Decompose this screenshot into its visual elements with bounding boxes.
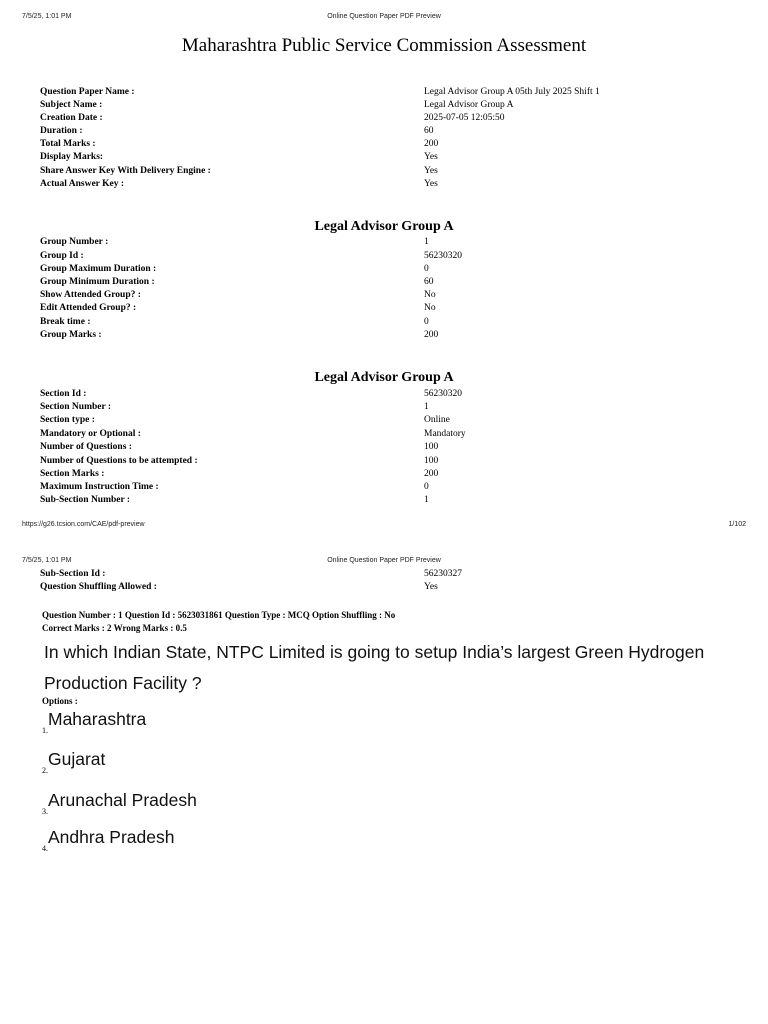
- info-value: 56230320: [424, 389, 462, 399]
- info-value: 0: [424, 264, 429, 274]
- info-row: [0, 166, 768, 179]
- info-row: [0, 317, 768, 330]
- info-row: [0, 429, 768, 442]
- info-value: 1: [424, 237, 429, 247]
- info-row: [0, 330, 768, 343]
- info-row: [0, 482, 768, 495]
- option-text: Maharashtra: [48, 709, 147, 729]
- info-value: Yes: [424, 582, 438, 592]
- info-row: [0, 277, 768, 290]
- info-value: Yes: [424, 152, 438, 162]
- info-value: No: [424, 290, 436, 300]
- info-label: Question Shuffling Allowed :: [40, 582, 157, 592]
- info-label: Show Attended Group? :: [40, 290, 141, 300]
- info-label: Section Number :: [40, 402, 112, 412]
- info-label: Number of Questions :: [40, 442, 132, 452]
- info-row: [0, 152, 768, 165]
- info-row: [0, 389, 768, 402]
- info-label: Display Marks:: [40, 152, 104, 162]
- option-number: 3.: [42, 807, 48, 816]
- info-value: 100: [424, 442, 439, 452]
- info-row: [0, 179, 768, 192]
- info-row: [0, 415, 768, 428]
- info-value: Mandatory: [424, 429, 466, 439]
- info-label: Section Marks :: [40, 469, 105, 479]
- info-label: Sub-Section Number :: [40, 495, 131, 505]
- info-row: [0, 402, 768, 415]
- info-label: Actual Answer Key :: [40, 179, 124, 189]
- info-value: Legal Advisor Group A 05th July 2025 Shift 1: [424, 87, 600, 97]
- info-row: [0, 303, 768, 316]
- option-text: Andhra Pradesh: [48, 827, 175, 847]
- question-text-line2: Production Facility ?: [44, 673, 202, 693]
- option-number: 2.: [42, 766, 48, 775]
- option-number: 4.: [42, 844, 48, 853]
- info-label: Mandatory or Optional :: [40, 429, 141, 439]
- info-label: Group Maximum Duration :: [40, 264, 157, 274]
- option-item[interactable]: [42, 827, 175, 853]
- info-label: Question Paper Name :: [40, 87, 135, 97]
- info-row: [0, 582, 768, 595]
- info-label: Section Id :: [40, 389, 87, 399]
- option-item[interactable]: [42, 749, 106, 775]
- footer-url[interactable]: https://g26.tcsion.com/CAE/pdf-preview: [22, 521, 145, 528]
- info-row: [0, 113, 768, 126]
- print-datetime: 7/5/25, 1:01 PM: [22, 557, 72, 564]
- question-text-line1: In which Indian State, NTPC Limited is going to setup India’s largest Green Hydrogen: [44, 642, 705, 662]
- info-row: [0, 237, 768, 250]
- option-item[interactable]: [42, 790, 197, 816]
- info-label: Creation Date :: [40, 113, 103, 123]
- question-meta: Question Number : 1 Question Id : 5623031861 Question Type : MCQ Option Shuffling : No: [42, 610, 396, 620]
- info-value: 1: [424, 495, 429, 505]
- info-value: 200: [424, 469, 439, 479]
- info-label: Edit Attended Group? :: [40, 303, 137, 313]
- info-value: Yes: [424, 166, 438, 176]
- info-label: Total Marks :: [40, 139, 96, 149]
- info-label: Group Number :: [40, 237, 109, 247]
- info-value: 200: [424, 330, 439, 340]
- info-value: No: [424, 303, 436, 313]
- info-row: [0, 469, 768, 482]
- info-row: [0, 87, 768, 100]
- info-label: Sub-Section Id :: [40, 569, 106, 579]
- info-row: [0, 100, 768, 113]
- info-value: 60: [424, 126, 434, 136]
- info-value: 0: [424, 317, 429, 327]
- page-title: Maharashtra Public Service Commission Assessment: [181, 35, 587, 56]
- print-title: Online Question Paper PDF Preview: [327, 13, 441, 20]
- page-number: 1/102: [728, 521, 746, 528]
- info-value: Online: [424, 415, 450, 425]
- info-label: Number of Questions to be attempted :: [40, 456, 198, 466]
- print-datetime: 7/5/25, 1:01 PM: [22, 13, 72, 20]
- info-value: 100: [424, 456, 439, 466]
- print-title: Online Question Paper PDF Preview: [327, 557, 441, 564]
- info-row: [0, 264, 768, 277]
- section-heading: Legal Advisor Group A: [314, 370, 454, 385]
- info-value: 56230327: [424, 569, 462, 579]
- info-value: 2025-07-05 12:05:50: [424, 113, 505, 123]
- info-row: [0, 139, 768, 152]
- info-row: [0, 495, 768, 508]
- info-row: [0, 290, 768, 303]
- info-label: Break time :: [40, 317, 91, 327]
- info-row: [0, 456, 768, 469]
- info-label: Group Marks :: [40, 330, 102, 340]
- info-label: Group Minimum Duration :: [40, 277, 155, 287]
- info-value: 1: [424, 402, 429, 412]
- info-label: Share Answer Key With Delivery Engine :: [40, 166, 211, 176]
- info-row: [0, 569, 768, 582]
- info-value: 56230320: [424, 251, 462, 261]
- option-item[interactable]: [42, 709, 147, 735]
- info-label: Group Id :: [40, 251, 84, 261]
- info-value: 200: [424, 139, 439, 149]
- info-row: [0, 251, 768, 264]
- group-heading: Legal Advisor Group A: [314, 219, 454, 234]
- info-value: 60: [424, 277, 434, 287]
- info-value: 0: [424, 482, 429, 492]
- option-number: 1.: [42, 726, 48, 735]
- option-text: Gujarat: [48, 749, 106, 769]
- option-text: Arunachal Pradesh: [48, 790, 197, 810]
- question-marks: Correct Marks : 2 Wrong Marks : 0.5: [42, 623, 187, 633]
- options-label: Options :: [42, 696, 78, 706]
- info-label: Maximum Instruction Time :: [40, 482, 159, 492]
- info-value: Yes: [424, 179, 438, 189]
- info-row: [0, 126, 768, 139]
- info-label: Section type :: [40, 415, 95, 425]
- info-label: Duration :: [40, 126, 83, 136]
- info-label: Subject Name :: [40, 100, 103, 110]
- info-value: Legal Advisor Group A: [424, 100, 514, 110]
- info-row: [0, 442, 768, 455]
